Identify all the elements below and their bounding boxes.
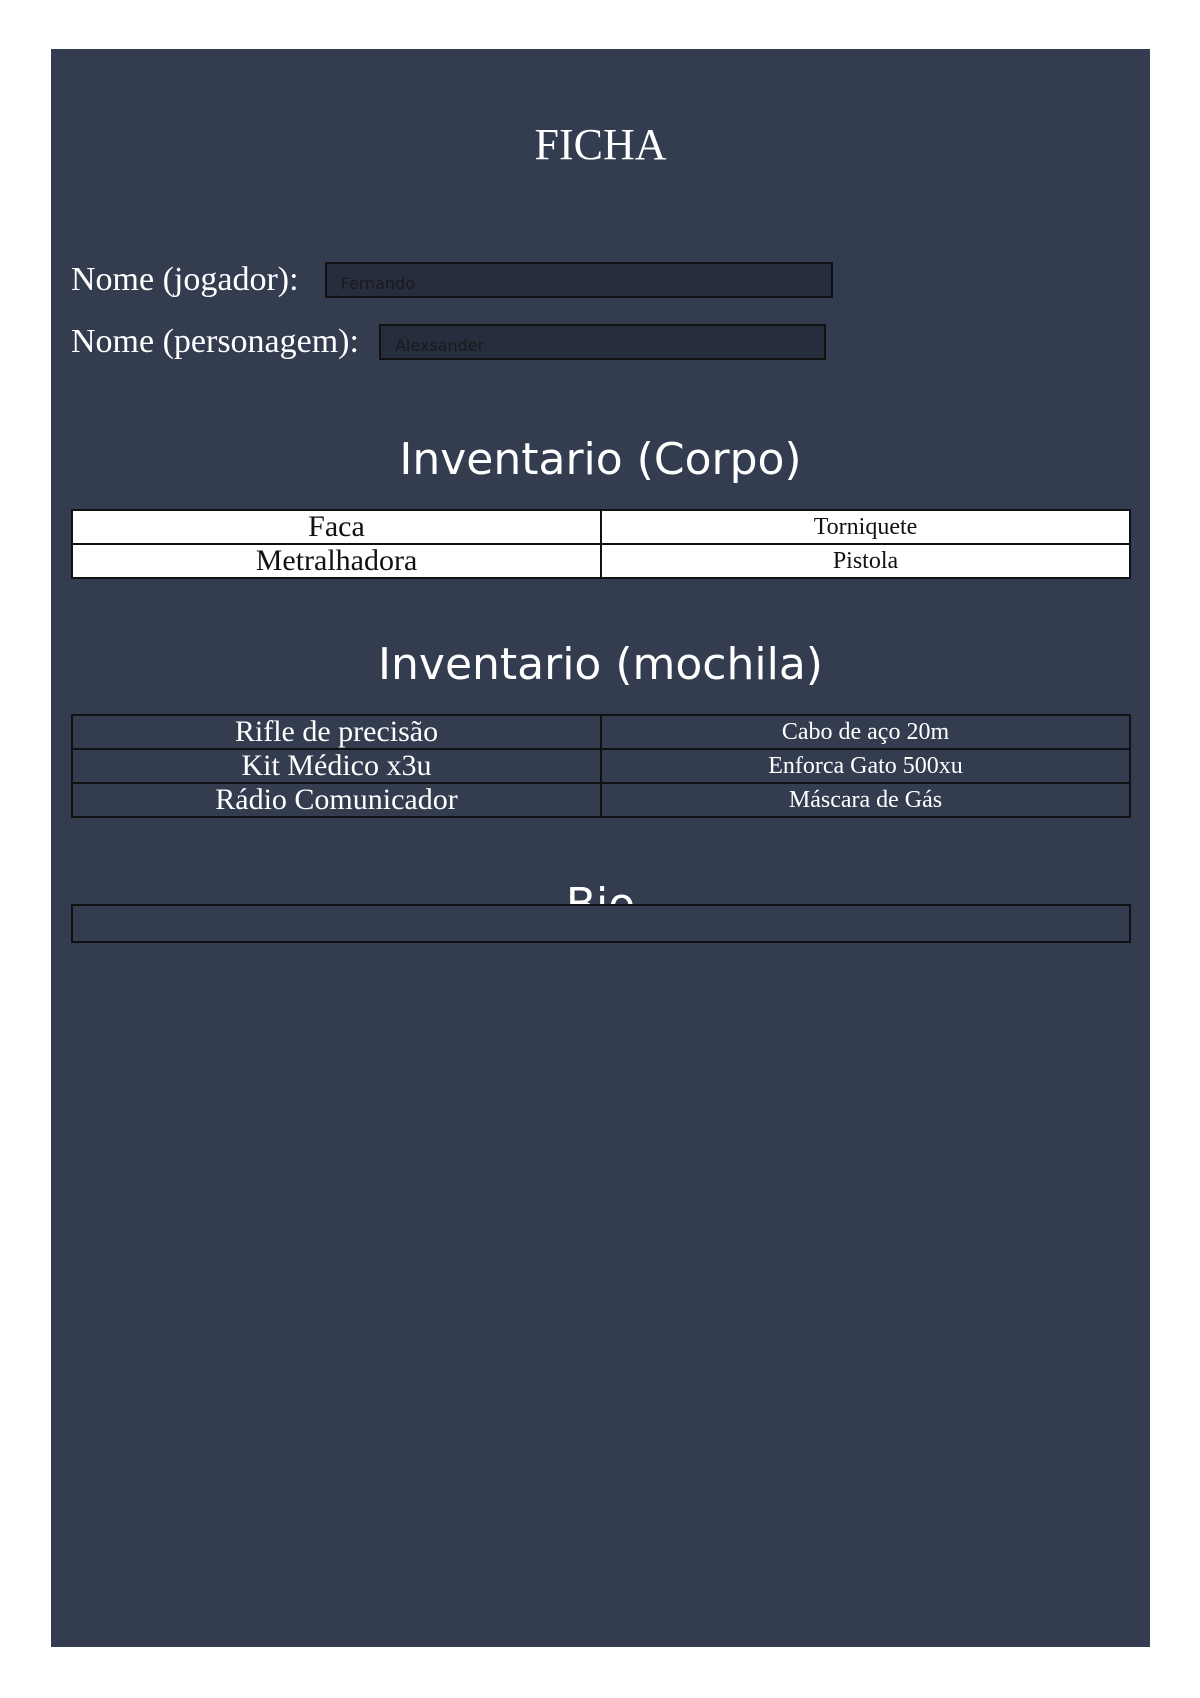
table-cell[interactable]: Rádio Comunicador	[72, 783, 601, 817]
table-cell[interactable]: Pistola	[601, 544, 1130, 578]
table-cell[interactable]: Kit Médico x3u	[72, 749, 601, 783]
inventory-body-table	[71, 509, 1131, 579]
sheet-title: FICHA	[534, 120, 667, 169]
inventory-backpack-table	[71, 714, 1131, 818]
inventory-body-heading: Inventario (Corpo)	[399, 434, 802, 485]
table-row	[72, 783, 1130, 817]
table-row	[72, 715, 1130, 749]
table-cell[interactable]: Metralhadora	[72, 544, 601, 578]
character-sheet	[51, 49, 1150, 1647]
table-cell[interactable]: Torniquete	[601, 510, 1130, 544]
table-cell[interactable]: Máscara de Gás	[601, 783, 1130, 817]
player-name-row	[71, 260, 833, 300]
inventory-backpack-heading: Inventario (mochila)	[378, 639, 823, 690]
table-row	[72, 510, 1130, 544]
table-row	[72, 544, 1130, 578]
character-name-row	[71, 322, 826, 362]
table-cell[interactable]: Enforca Gato 500xu	[601, 749, 1130, 783]
bio-field[interactable]	[71, 904, 1131, 943]
player-name-label: Nome (jogador):	[71, 261, 299, 298]
character-name-label: Nome (personagem):	[71, 323, 359, 360]
player-name-field[interactable]: Fernando	[325, 262, 833, 298]
table-cell[interactable]: Rifle de precisão	[72, 715, 601, 749]
table-row	[72, 749, 1130, 783]
character-name-field[interactable]: Alexsander	[379, 324, 826, 360]
table-cell[interactable]: Cabo de aço 20m	[601, 715, 1130, 749]
table-cell[interactable]: Faca	[72, 510, 601, 544]
